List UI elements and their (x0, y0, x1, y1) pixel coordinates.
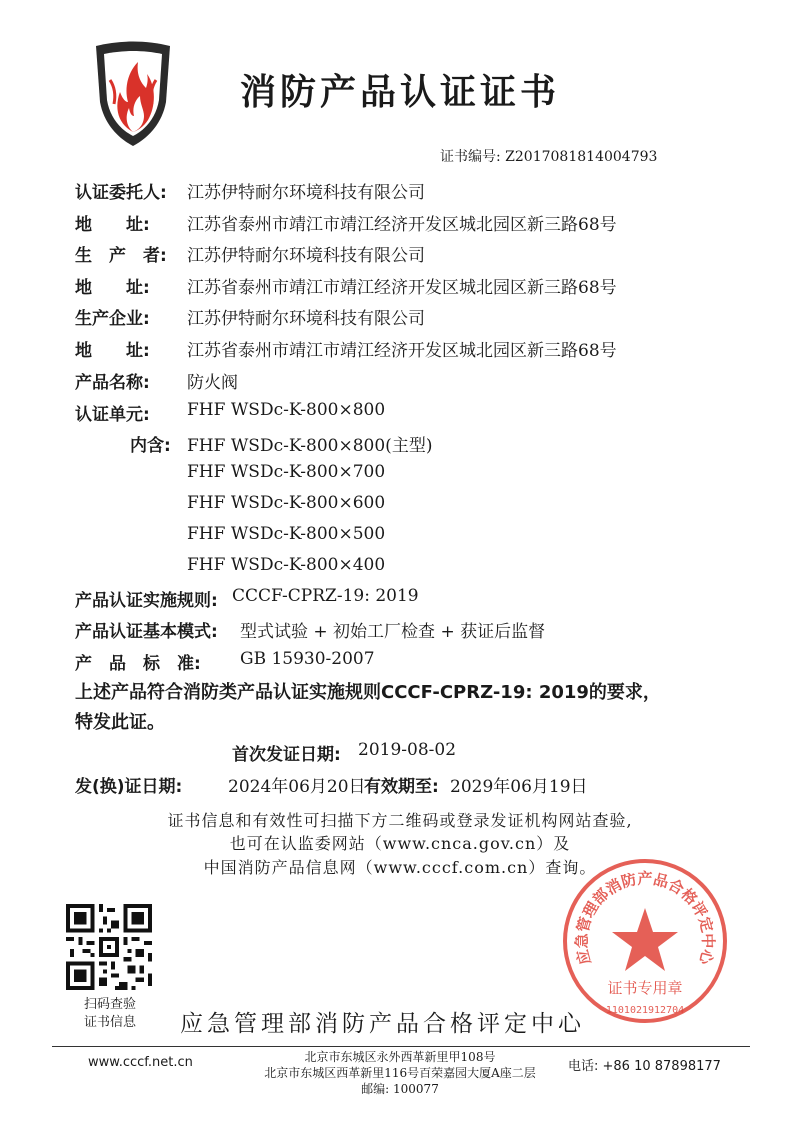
footer-postcode: 邮编: 100077 (361, 1082, 439, 1096)
rules-label: 产品认证实施规则: (75, 591, 218, 611)
first-issue-value: 2019-08-02 (358, 740, 457, 760)
qr-caption: 扫码查验 (83, 997, 136, 1012)
field-value: 江苏省泰州市靖江市靖江经济开发区城北园区新三路68号 (187, 215, 617, 235)
field-label: 认证委托人: (75, 183, 167, 203)
rules-value: CCCF-CPRZ-19: 2019 (232, 586, 419, 606)
field-label: 地 址: (75, 215, 150, 235)
field-label: 产品名称: (75, 373, 150, 393)
qr-code[interactable] (66, 904, 152, 990)
certificate-title: 消防产品认证证书 (240, 72, 561, 113)
issue-date-value: 2024年06月20日 (228, 777, 366, 797)
unit-item: FHF WSDc-K-800×600 (187, 493, 386, 513)
verification-note-line: 证书信息和有效性可扫描下方二维码或登录发证机构网站查验, (167, 811, 633, 830)
unit-item: FHF WSDc-K-800×400 (187, 555, 386, 575)
first-issue-label: 首次发证日期: (232, 745, 341, 765)
official-seal (560, 856, 730, 1026)
seal-center-text: 证书专用章 (607, 979, 683, 997)
valid-until-value: 2029年06月19日 (450, 777, 588, 797)
fire-flame-shield-icon (92, 40, 174, 148)
verification-note-line: 也可在认监委网站（www.cnca.gov.cn）及 (229, 834, 571, 853)
footer-address: 北京市东城区永外西革新里甲108号 (304, 1050, 496, 1064)
unit-item: FHF WSDc-K-800×500 (187, 524, 386, 544)
footer-divider (52, 1046, 750, 1047)
unit-item: FHF WSDc-K-800×700 (187, 462, 386, 482)
certificate-number (440, 146, 657, 166)
qr-caption: 证书信息 (83, 1015, 136, 1030)
mode-label: 产品认证基本模式: (75, 622, 218, 642)
field-value: 防火阀 (187, 373, 238, 393)
valid-until-label: 有效期至: (364, 777, 439, 797)
mode-value: 型式试验 + 初始工厂检查 + 获证后监督 (240, 622, 546, 642)
standard-label: 产 品 标 准: (75, 654, 201, 674)
field-label: 地 址: (75, 341, 150, 361)
issue-date-label: 发(换)证日期: (75, 777, 183, 797)
seal-ring-text: 应急管理部消防产品合格评定中心 (572, 869, 718, 967)
standard-value: GB 15930-2007 (240, 649, 375, 669)
field-label: 地 址: (75, 278, 150, 298)
field-value: 江苏省泰州市靖江市靖江经济开发区城北园区新三路68号 (187, 278, 617, 298)
field-value: 江苏伊特耐尔环境科技有限公司 (187, 309, 425, 329)
fire-shield-logo (92, 40, 174, 148)
seal-number: 1101021912704 (605, 1005, 685, 1016)
compliance-statement: 上述产品符合消防类产品认证实施规则CCCF-CPRZ-19: 2019的要求，特发此证。 (75, 682, 661, 733)
unit-value: FHF WSDc-K-800×800 (187, 400, 386, 420)
footer-website[interactable]: www.cccf.net.cn (88, 1055, 193, 1070)
verification-note-line: 中国消防产品信息网（www.cccf.com.cn）查询。 (203, 858, 597, 877)
unit-label: 认证单元: (75, 405, 150, 425)
field-value: 江苏伊特耐尔环境科技有限公司 (187, 246, 425, 266)
issuing-authority: 应急管理部消防产品合格评定中心 (180, 1011, 585, 1037)
field-label: 生 产 者: (75, 246, 167, 266)
contains-label: 内含: (130, 436, 171, 456)
footer-address: 北京市东城区西革新里116号百荣嘉园大厦A座二层 (264, 1066, 536, 1080)
qr-code-icon (66, 904, 152, 990)
cert-no-label: 证书编号: (440, 149, 501, 165)
cert-no-value: Z2017081814004793 (505, 149, 658, 165)
field-value: 江苏伊特耐尔环境科技有限公司 (187, 183, 425, 203)
field-label: 生产企业: (75, 309, 150, 329)
field-value: 江苏省泰州市靖江市靖江经济开发区城北园区新三路68号 (187, 341, 617, 361)
footer-phone: 电话: +86 10 87898177 (568, 1059, 721, 1074)
red-star-seal-icon (560, 856, 730, 1026)
unit-item: FHF WSDc-K-800×800(主型) (187, 436, 433, 456)
